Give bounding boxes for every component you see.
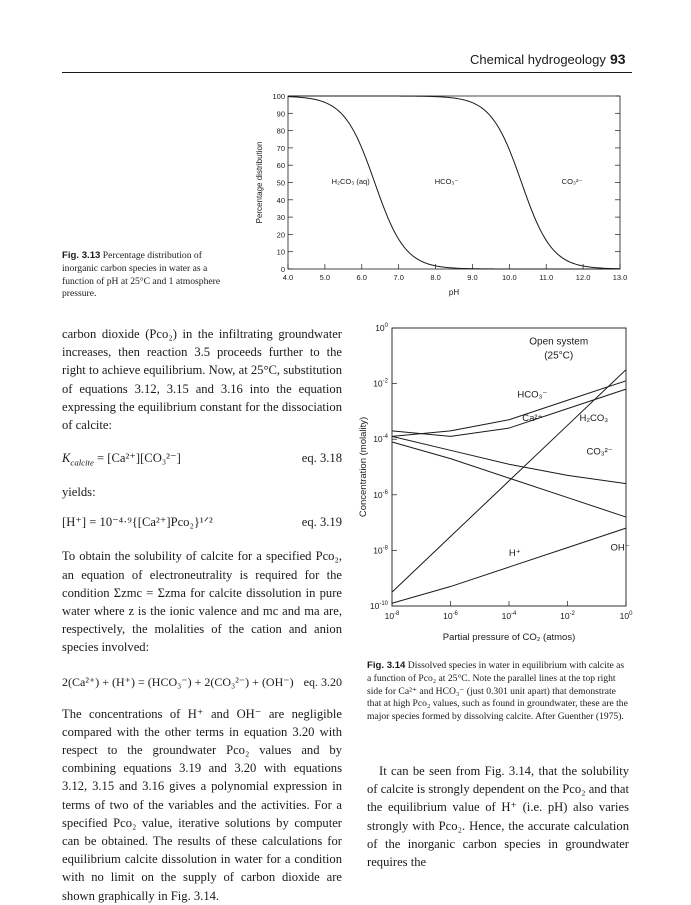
- fig313-x-tick-label: 5.0: [319, 273, 331, 282]
- fig314-x-tick-label: $10^{-6}$: [443, 611, 458, 621]
- fig314-series-label-ca2-: Ca²⁺: [522, 413, 543, 425]
- fig313-y-tick-label: 20: [276, 230, 285, 240]
- fig313-y-tick-label: 30: [276, 213, 285, 223]
- fig313-y-tick-label: 0: [280, 265, 285, 274]
- right-para-1: It can be seen from Fig. 3.14, that the solubility of calcite is strongly dependent on the Pco₂ and that the equilibrium value of H⁺ (i.e. pH) also varies strongly with Pco₂. Hence, the accurate calculation of the inorganic carbon species in groundwater requires the: [367, 764, 629, 870]
- fig313-x-tick-label: 6.0: [356, 273, 367, 282]
- fig313-y-tick-label: 10: [276, 247, 285, 257]
- fig314-series-label-h2co3: H₂CO₃: [579, 413, 609, 425]
- fig313-x-tick-label: 13.0: [612, 273, 628, 282]
- fig313-species-label-1: H₂CO₃ (aq): [331, 177, 370, 187]
- fig314-y-tick-label: $10^{-4}$: [373, 434, 388, 445]
- fig314-line-h-: [392, 528, 626, 603]
- fig313-y-tick-label: 50: [276, 178, 285, 188]
- fig313-x-tick-label: 11.0: [539, 273, 554, 282]
- fig313-x-tick-label: 9.0: [467, 273, 478, 282]
- fig313-y-axis-label: Percentage distribution: [255, 141, 264, 224]
- fig313-y-tick-label: 70: [276, 143, 285, 153]
- equation-3-18: $K_{calcite} = [Ca^{2+}][CO_3^{2-}]$ eq. 3.18: [62, 451, 342, 468]
- fig313-caption-label: Fig. 3.13: [62, 250, 101, 261]
- fig313-y-tick-label: 80: [276, 126, 285, 136]
- left-para-3: The concentrations of H⁺ and OH⁻ are negligible compared with the other terms in equation 3.20 with respect to the groundwater Pco₂ values and by combining equations 3.19 and 3.20 with equations 3.12, 3.15 and 3.16 gives a polynomial expression in terms of two of the variables and the activities. For a specified Pco₂ value, iterative solutions by computer can be obtained. The results of these calculations for equilibrium calcite dissolution in water for a condition with no limit on the supply of carbon dioxide are shown graphically in Fig. 3.14.: [62, 706, 342, 903]
- fig314-caption-text: Dissolved species in water in equilibrium with calcite as a function of Pco₂ at 25°C. Note the parallel lines at the top right side for Ca²⁺ and HCO₃⁻ (just 0.301 unit apart) that demonstrate that at high Pco₂ values, such as found in groundwater, these are the major species formed by dissolving calcite. After Guenther (1975).: [367, 660, 628, 723]
- fig314-caption-label: Fig. 3.14: [367, 660, 406, 671]
- fig314-chart: [352, 318, 642, 654]
- fig314-x-tick-label: $10^{-4}$: [501, 611, 517, 621]
- fig314-series-label-h-: H⁺: [508, 547, 521, 559]
- fig314-plot-frame: [392, 328, 626, 606]
- equation-3-20: [62, 673, 342, 691]
- right-column: [367, 762, 629, 871]
- fig314-x-axis-label: Partial pressure of CO₂ (atmos): [442, 632, 576, 643]
- fig314-y-tick-label: $10^{-10}$: [369, 601, 388, 611]
- fig314-y-tick-label: $10^{-2}$: [373, 378, 388, 389]
- fig314-line-co3-2-: [392, 436, 626, 483]
- running-header: [470, 52, 606, 67]
- fig314-series-label-hco3-: HCO₃⁻: [517, 389, 548, 401]
- fig313-x-tick-label: 8.0: [430, 273, 441, 282]
- eq-3-20-body: 2(Ca²⁺) + (H⁺) = (HCO₃⁻) + 2(CO₃²⁻) + (OH⁻): [62, 674, 294, 689]
- fig313-x-tick-label: 12.0: [575, 273, 591, 282]
- fig313-x-tick-label: 4.0: [282, 273, 294, 282]
- equation-3-19: [62, 513, 342, 531]
- fig313-y-tick-label: 90: [276, 109, 285, 119]
- fig313-species-label-2: HCO₃⁻: [434, 177, 459, 187]
- fig313-y-tick-label: 100: [272, 92, 285, 101]
- fig313-x-axis-label: pH: [448, 288, 460, 297]
- yields-text: yields:: [62, 485, 96, 500]
- fig314-caption: [367, 660, 629, 724]
- fig313-y-tick-label: 40: [276, 195, 285, 205]
- fig313-x-tick-label: 10.0: [502, 273, 517, 282]
- fig314-y-tick-label: $10^{-6}$: [373, 489, 388, 500]
- fig314-series-label-oh-: OH⁻: [610, 542, 630, 554]
- eq-3-19-number: eq. 3.19: [301, 515, 342, 530]
- fig313-caption: [62, 250, 240, 301]
- fig314-x-tick-label: $10^{-2}$: [560, 611, 575, 621]
- left-para-2: To obtain the solubility of calcite for a specified Pco₂, an equation of electroneutrality is required for the condition Σzmc = Σzma for calcite dissolution in pure water where z is the ionic valence and mc and ma are, respectively, the molalities of the cation and anion species involved:: [62, 549, 342, 655]
- eq-3-19-body: [H⁺] = 10⁻⁴·⁹{[Ca²⁺]Pco₂}¹ᐟ²: [62, 515, 213, 530]
- header-rule: [62, 72, 632, 73]
- fig313-y-tick-label: 60: [276, 161, 285, 171]
- fig314-y-tick-label: $10^0$: [375, 323, 388, 333]
- fig313-caption-text: Percentage distribution of inorganic carbon species in water as a function of pH at 25°C and 1 atmosphere pressure.: [62, 250, 221, 300]
- fig314-y-tick-label: $10^{-8}$: [373, 545, 388, 556]
- eq-3-20-number: eq. 3.20: [303, 674, 342, 689]
- header-title: Chemical hydrogeology: [470, 52, 606, 67]
- fig314-x-tick-label: $10^{-8}$: [384, 611, 400, 621]
- fig313-x-tick-label: 7.0: [393, 273, 404, 282]
- left-para-1: carbon dioxide (Pco₂) in the infiltrating groundwater increases, then reaction 3.5 proceeds further to the right to achieve equilibrium. Now, at 25°C, substitution of equations 3.12, 3.15 and 3.16 into the equation expressing the equilibrium constant for the dissociation of calcite:: [62, 327, 342, 433]
- eq-3-18-number: eq. 3.18: [301, 451, 342, 466]
- fig314-series-label-co3-2-: CO₃²⁻: [586, 446, 613, 458]
- fig314-chart-title: Open system: [529, 336, 589, 348]
- fig313-species-label-3: CO₃²⁻: [561, 177, 583, 187]
- page-number: 93: [610, 51, 626, 67]
- fig314-y-axis-label: Concentration (molality): [358, 416, 369, 518]
- fig314-chart-subtitle: (25°C): [544, 350, 574, 362]
- left-column: [62, 325, 342, 905]
- fig313-chart: [222, 86, 642, 308]
- fig314-x-tick-label: $10^0$: [619, 611, 633, 621]
